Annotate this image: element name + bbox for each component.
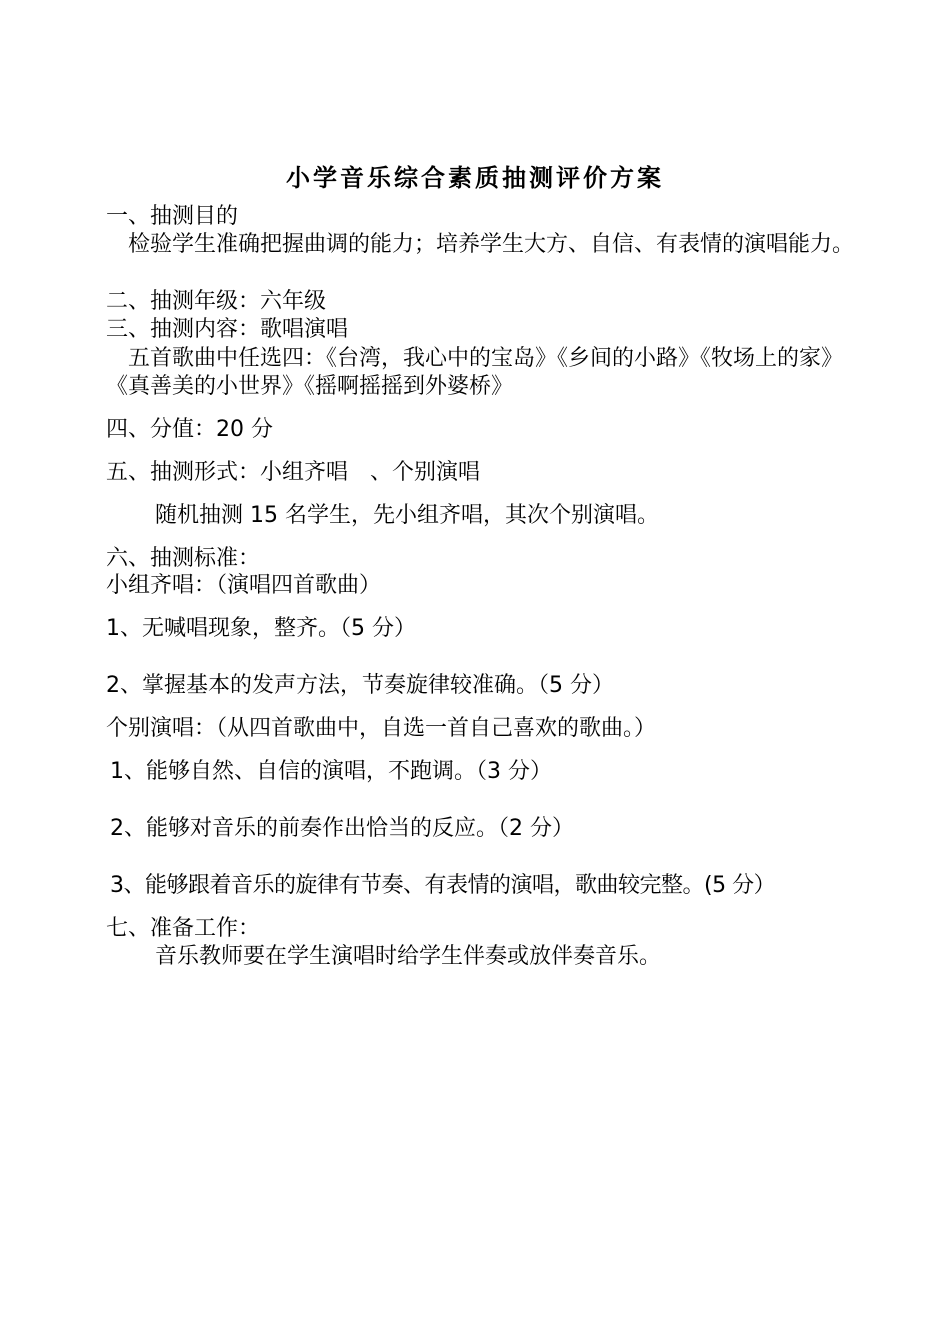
section1-heading: 一、抽测目的 (106, 204, 239, 229)
document-title: 小学音乐综合素质抽测评价方案 (286, 164, 664, 192)
section2-grade: 二、抽测年级：六年级 (106, 289, 327, 314)
section3-body-text: 五首歌曲中任选四：《台湾，我心中的宝岛》《乡间的小路》《牧场上的家》《真善美的小世界》《摇啊摇摇到外婆桥》 (106, 346, 844, 399)
section1-body-text: 检验学生准确把握曲调的能力；培养学生大方、自信、有表情的演唱能力。 (128, 232, 855, 257)
individual-singing-heading: 个别演唱：（从四首歌曲中，自选一首自己喜欢的歌曲。） (106, 716, 657, 741)
section5-heading: 五、抽测形式：小组齐唱 、个别演唱 (106, 460, 481, 485)
section7-body: 音乐教师要在学生演唱时给学生伴奏或放伴奏音乐。 (155, 944, 662, 969)
section1-body (106, 231, 854, 259)
group-singing-heading: 小组齐唱：（演唱四首歌曲） (106, 573, 382, 598)
section4-score: 四、分值：20 分 (106, 417, 273, 442)
individual-criterion-3: 3、能够跟着音乐的旋律有节奏、有表情的演唱，歌曲较完整。(5 分） (110, 873, 776, 898)
group-criterion-1: 1、无喊唱现象，整齐。（5 分） (106, 616, 416, 641)
individual-criterion-1: 1、能够自然、自信的演唱，不跑调。（3 分） (110, 759, 552, 784)
group-criterion-2: 2、掌握基本的发声方法，节奏旋律较准确。（5 分） (106, 673, 614, 698)
section3-heading: 三、抽测内容：歌唱演唱 (106, 317, 349, 342)
section3-body (106, 345, 854, 401)
individual-criterion-2: 2、能够对音乐的前奏作出恰当的反应。（2 分） (110, 816, 574, 841)
section7-heading: 七、准备工作： (106, 916, 261, 941)
section6-heading: 六、抽测标准： (106, 546, 261, 571)
section5-body: 随机抽测 15 名学生，先小组齐唱，其次个别演唱。 (155, 503, 659, 528)
